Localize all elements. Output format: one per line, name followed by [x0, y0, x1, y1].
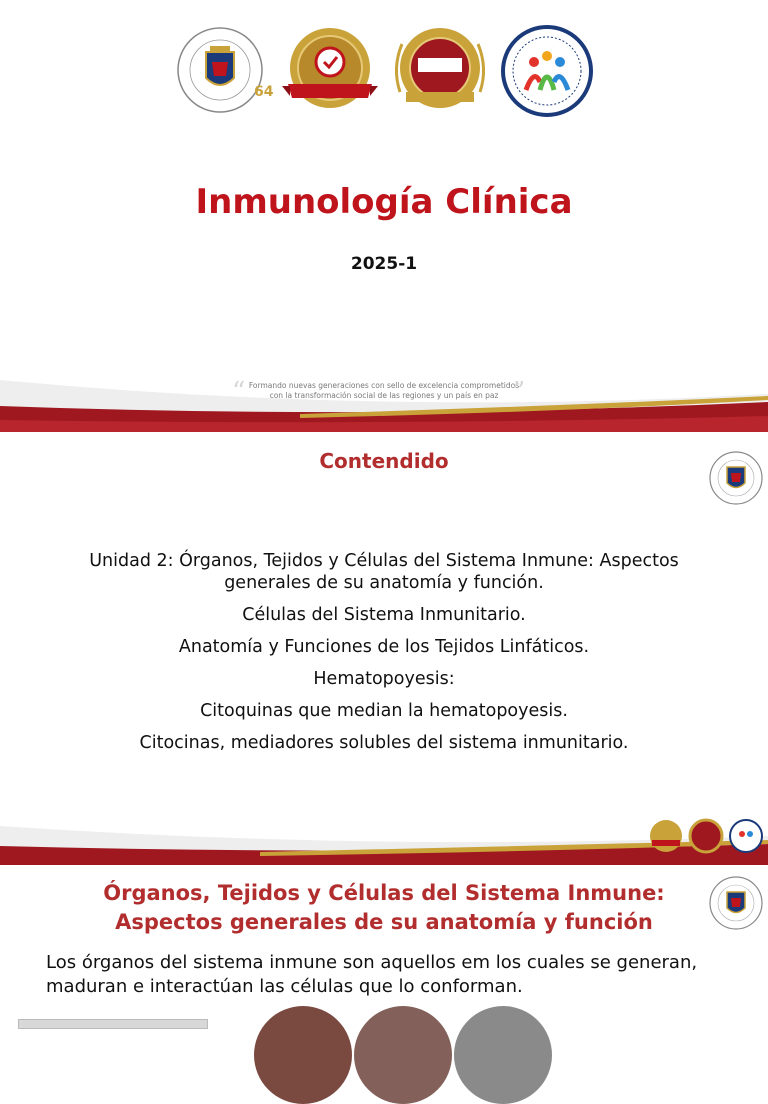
list-item: Células del Sistema Inmunitario. [242, 605, 526, 625]
list-item: Hematopoyesis: [313, 669, 455, 689]
motto-line-1: Formando nuevas generaciones con sello de excelencia comprometidos [248, 381, 520, 390]
organ-image [454, 1006, 552, 1104]
open-quote-icon: “ [232, 377, 246, 407]
slide-heading: Órganos, Tejidos y Células del Sistema Inmune: Aspectos generales de su anatomía y función [103, 881, 665, 934]
list-item: Unidad 2: Órganos, Tejidos y Células del Sistema Inmune: Aspectos generales de su anatomía y función. [89, 551, 679, 593]
anniversary-number: 64 [254, 84, 274, 100]
slide-body-text: Los órganos del sistema inmune son aquellos em los cuales se generan, maduran e interactúan las células que lo conforman. [46, 952, 698, 997]
organ-image [254, 1006, 352, 1104]
content-slide [0, 432, 768, 865]
content-list [0, 550, 768, 764]
nondiscrimination-seal [500, 24, 594, 118]
university-seal-small [708, 875, 764, 931]
international-accreditation-seal [388, 22, 492, 122]
list-item: Citoquinas que median la hematopoyesis. [200, 701, 568, 721]
slide-heading: Contendido [319, 449, 449, 473]
university-seal [176, 22, 274, 118]
university-seal-small [708, 450, 764, 506]
organ-image [354, 1006, 452, 1104]
organs-slide [0, 865, 768, 1024]
list-item: Anatomía y Funciones de los Tejidos Linfáticos. [178, 637, 590, 657]
footer-swoosh [0, 366, 768, 432]
close-quote-icon: ” [512, 377, 526, 407]
accreditation-seal [280, 22, 380, 122]
diagram-image [18, 1019, 208, 1029]
motto-line-2: con la transformación social de las regiones y un país en paz [269, 391, 499, 400]
academic-period: 2025-1 [350, 254, 418, 274]
seals-row [646, 816, 764, 856]
title-slide [0, 0, 768, 432]
list-item: Citocinas, mediadores solubles del sistema inmunitario. [139, 733, 629, 753]
presentation-title: Inmunología Clínica [195, 182, 573, 222]
